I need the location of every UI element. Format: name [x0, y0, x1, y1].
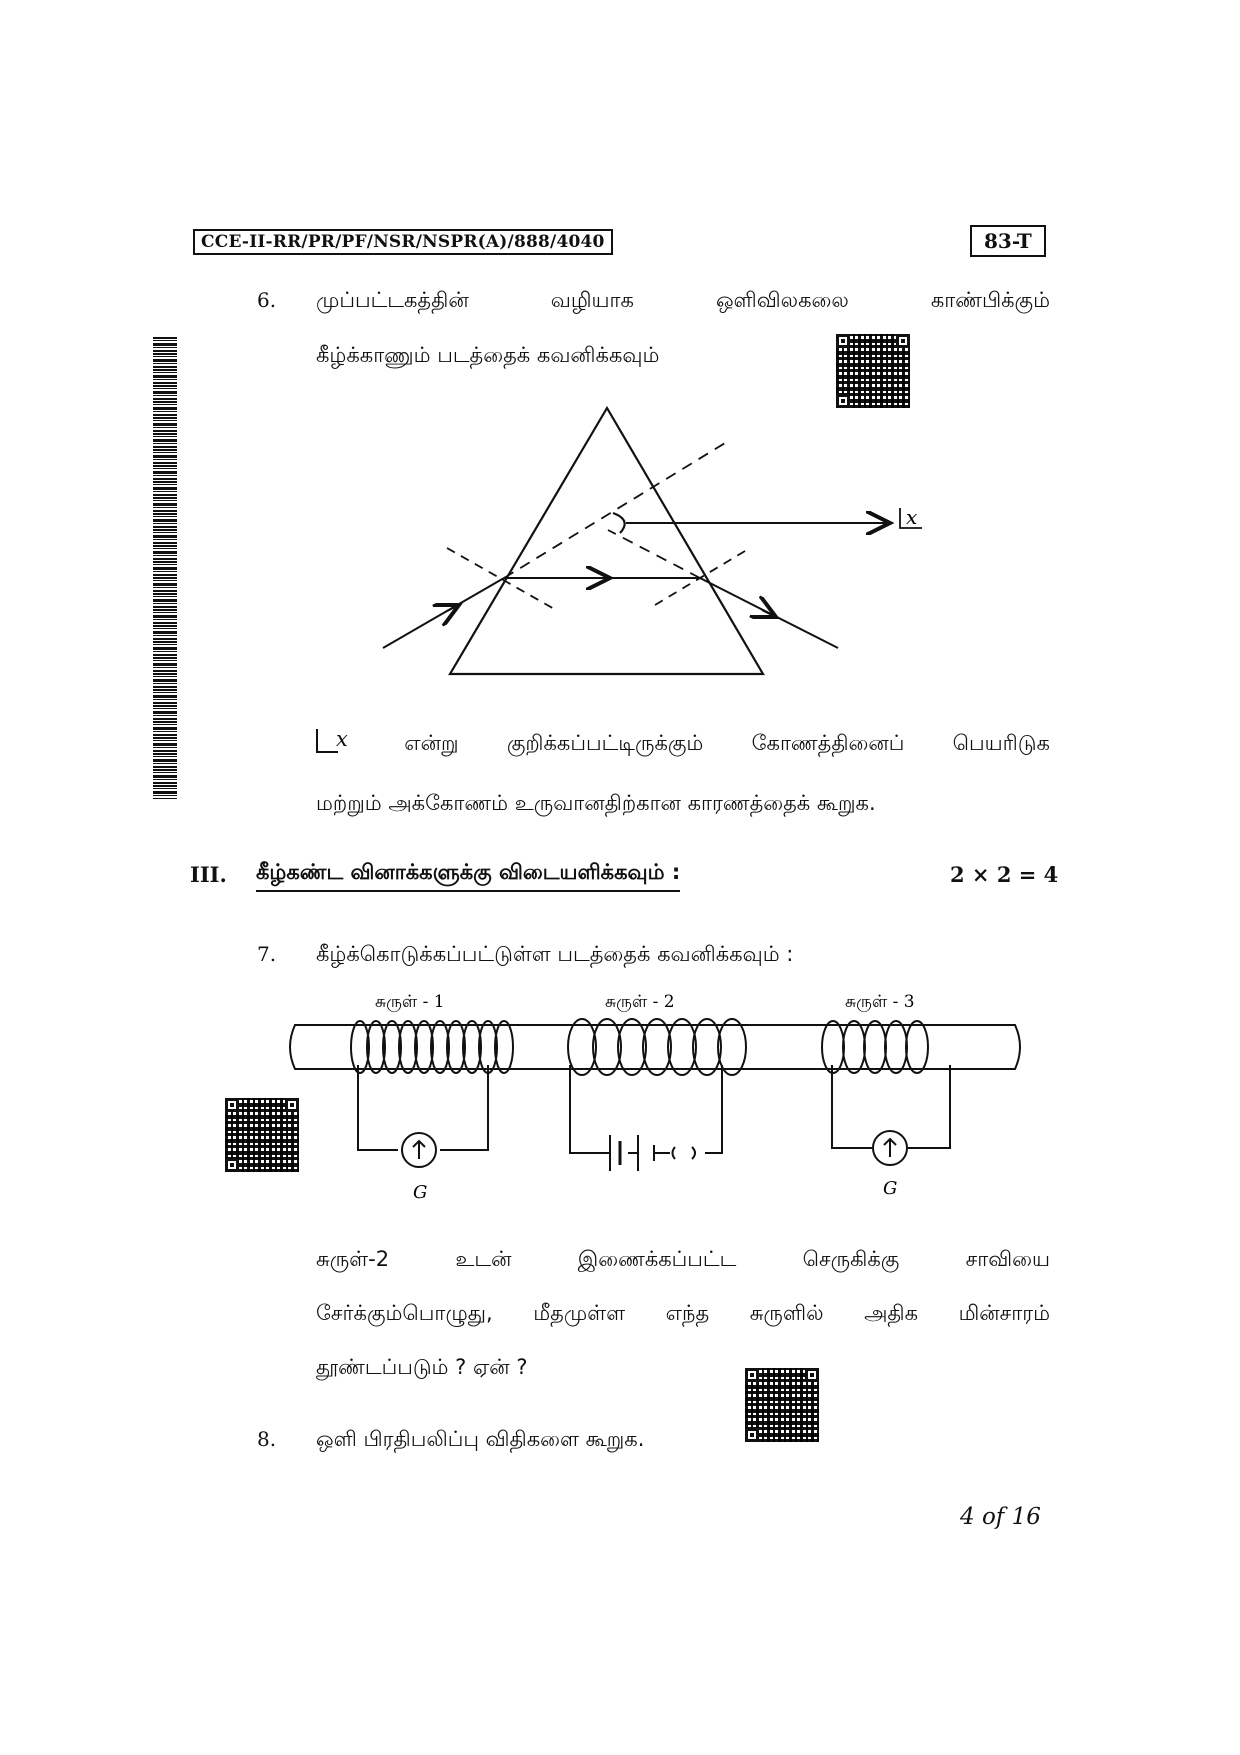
q6-word: ஒளிவிலகலை — [715, 288, 849, 312]
exam-code: CCE-II-RR/PR/PF/NSR/NSPR(A)/888/4040 — [201, 232, 605, 252]
q7-word: சுருள்-2 — [316, 1247, 390, 1271]
paper-code: 83-T — [984, 229, 1032, 253]
coil1-circuit — [358, 1065, 488, 1150]
qr-code-q6 — [836, 334, 910, 408]
q6-line2: கீழ்க்காணும் படத்தைக் கவனிக்கவும் — [316, 343, 660, 367]
coil2-label: சுருள் - 2 — [605, 992, 675, 1012]
extended-emergent-ray — [608, 530, 700, 578]
emergent-arrow — [762, 610, 776, 617]
q7-text-line3: தூண்டப்படும் ? ஏன் ? — [316, 1355, 528, 1379]
q7-word: சேர்க்கும்பொழுது, — [316, 1301, 493, 1325]
section-number: III. — [190, 862, 227, 887]
q7-word: உடன் — [455, 1247, 512, 1271]
coil1-label: சுருள் - 1 — [375, 992, 445, 1012]
q6-text-line1 — [316, 727, 1050, 758]
angle-reference — [316, 727, 356, 758]
plug-key — [673, 1147, 696, 1159]
q6-word: கோணத்தினைப் — [751, 731, 905, 755]
incident-arrow — [447, 605, 459, 611]
angle-label: x — [906, 505, 918, 529]
q7-word: செருகிக்கு — [802, 1247, 900, 1271]
q6-number: 6. — [257, 288, 277, 312]
q6-word: என்று — [404, 731, 459, 755]
q7-word: மின்சாரம் — [958, 1301, 1050, 1325]
coil2-circuit — [570, 1065, 722, 1153]
q7-word: சுருளில் — [749, 1301, 824, 1325]
q6-word: குறிக்கப்பட்டிருக்கும் — [506, 731, 704, 755]
galvanometer-2-label: G — [883, 1178, 898, 1199]
paper-code-box — [970, 225, 1046, 257]
coil-3 — [822, 1021, 928, 1073]
q7-word: சாவியை — [965, 1247, 1050, 1271]
coil-2 — [568, 1019, 746, 1075]
galvanometer-2-needle — [884, 1139, 896, 1157]
q7-word: அதிக — [864, 1301, 919, 1325]
q6-word: காண்பிக்கும் — [930, 288, 1050, 312]
section-title: கீழ்கண்ட வினாக்களுக்கு விடையளிக்கவும் : — [256, 860, 680, 892]
exam-code-box — [193, 229, 613, 255]
coils-diagram — [280, 985, 1040, 1205]
coil3-circuit — [832, 1065, 950, 1148]
q7-text-line1 — [316, 1247, 1050, 1274]
q8-text: ஒளி பிரதிபலிப்பு விதிகளை கூறுக. — [316, 1427, 645, 1451]
galvanometer-1-label: G — [413, 1182, 428, 1203]
prism-diagram — [370, 400, 970, 690]
page-number: 4 of 16 — [960, 1504, 1041, 1530]
galvanometer-1-needle — [413, 1141, 425, 1159]
q6-word: பெயரிடுக — [952, 731, 1050, 755]
q6-word: வழியாக — [550, 288, 634, 312]
q7-number: 7. — [257, 942, 277, 966]
q6-text-line2: மற்றும் அக்கோணம் உருவானதிற்கான காரணத்தைக் கூறுக. — [316, 791, 876, 815]
q6-word: முப்பட்டகத்தின் — [316, 288, 469, 312]
q6-line1 — [316, 288, 1050, 315]
q8-number: 8. — [257, 1427, 277, 1451]
extended-incident-ray — [504, 440, 730, 578]
side-barcode — [153, 337, 177, 799]
qr-code-q8 — [745, 1368, 819, 1442]
coil3-label: சுருள் - 3 — [845, 992, 915, 1012]
q7-word: மீதமுள்ள — [533, 1301, 626, 1325]
q7-word: எந்த — [665, 1301, 710, 1325]
q7-text-line2 — [316, 1301, 1050, 1328]
q7-word: இணைக்கப்பட்ட — [577, 1247, 737, 1271]
q7-intro: கீழ்க்கொடுக்கப்பட்டுள்ள படத்தைக் கவனிக்கவும் : — [316, 942, 794, 966]
deviation-angle-arc — [613, 513, 625, 533]
section-marks: 2 × 2 = 4 — [950, 862, 1059, 887]
angle-reference-label: x — [336, 727, 348, 751]
